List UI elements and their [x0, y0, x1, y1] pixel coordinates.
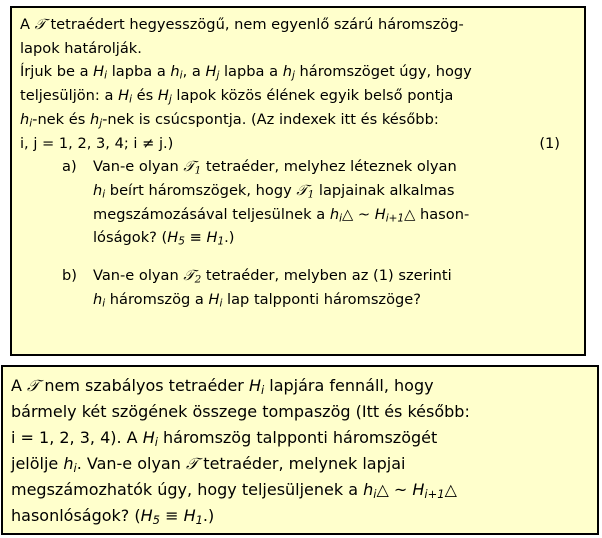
problem-1-line-3: Írjuk be a $H_i$ lapba a $h_i$, a $H_j$ lapba a $h_j$ háromszöget úgy, hogy — [20, 63, 472, 83]
problem-1-box — [10, 6, 586, 356]
equation-number: (1) — [539, 134, 560, 152]
part-a-line-2: $h_i$ beírt háromszögek, hogy 𝒯$_1$ lapjainak alkalmas — [93, 181, 455, 201]
part-a — [20, 155, 574, 250]
problem-2-line-6: hasonlóságok? $(H_5 \equiv H_1.)$ — [11, 506, 215, 527]
part-a-line-4: lóságok? $(H_5 \equiv H_1.)$ — [93, 229, 235, 248]
problem-1-line-5: $h_i$-nek és $h_j$-nek is csúcspontja. (Az indexek itt és később: — [20, 110, 439, 130]
problem-1-line-4: teljesüljön: a $H_i$ és $H_j$ lapok közös élének egyik belső pontja — [20, 87, 454, 106]
problem-2-line-1: A 𝒯 nem szabályos tetraéder $H_i$ lapjára fennáll, hogy — [11, 376, 434, 397]
problem-1-line-2: lapok határolják. — [20, 39, 142, 57]
part-b-label: b) — [62, 267, 77, 285]
part-a-line-1: Van-e olyan 𝒯$_1$ tetraéder, melyhez léteznek olyan — [93, 158, 457, 177]
problem-2-line-2: bármely két szögének összege tompaszög (Itt és később: — [11, 402, 470, 421]
part-a-label: a) — [62, 158, 77, 176]
problem-2-line-5: megszámozhatók úgy, hogy teljesüljenek a $h_i\triangle$ ~ $H_{i+1}\triangle$ — [11, 480, 457, 501]
problem-1-line-1: A 𝒯 tetraédert hegyesszögű, nem egyenlő szárú háromszög- — [20, 16, 464, 33]
problem-2-line-4: jelölje $h_i$. Van-e olyan 𝒯 tetraéder, melynek lapjai — [11, 454, 406, 475]
part-b-line-2: $h_i$ háromszög a $H_i$ lap talpponti háromszöge? — [93, 290, 421, 310]
part-a-line-3: megszámozásával teljesülnek a $h_i\triangle$ ~ $H_{i+1}\triangle$ hason- — [93, 205, 470, 225]
part-b-line-1: Van-e olyan 𝒯$_2$ tetraéder, melyben az (1) szerinti — [93, 267, 452, 286]
problem-2-box — [1, 365, 599, 535]
problem-1-line-6: i, j = 1, 2, 3, 4; i ≠ j.) (1) — [20, 132, 574, 156]
problem-2-line-3: i = 1, 2, 3, 4). A $H_i$ háromszög talpponti háromszögét — [11, 428, 438, 449]
part-b — [20, 264, 574, 311]
